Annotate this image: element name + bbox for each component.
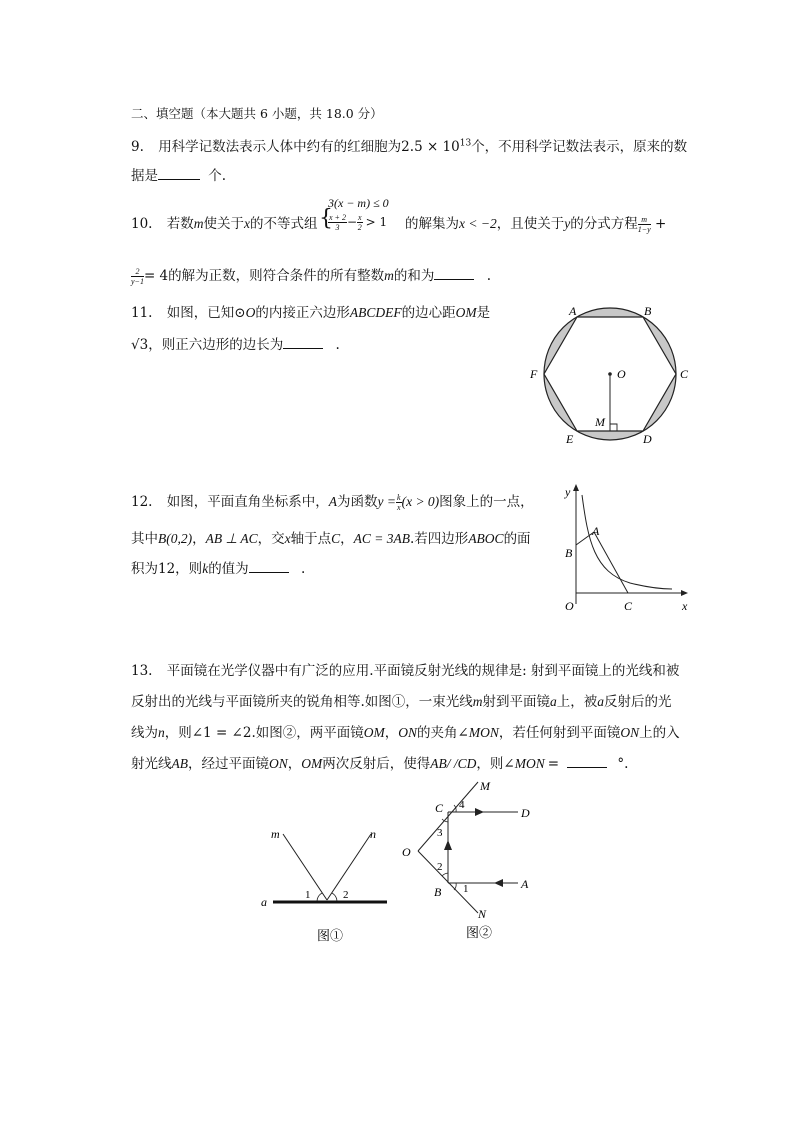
label-o: O (617, 367, 626, 381)
q12-text: 图象上的一点， (439, 494, 534, 510)
var: a (597, 694, 605, 709)
q13-text: 反射出的光线与平面镜所夹的锐角相等.如图①，一束光线 (131, 694, 473, 710)
label-4: 4 (459, 799, 465, 811)
arrow-bc (444, 840, 452, 850)
question-number: 11. (131, 305, 153, 321)
inequality-2 (328, 213, 387, 232)
label-c: C (624, 599, 633, 613)
fraction: $\frac{x}{2}$ (357, 213, 362, 232)
answer-blank[interactable] (567, 753, 607, 768)
point-b: B(0,2) (158, 531, 193, 546)
label-e: E (566, 432, 574, 446)
question-10-line-1 (131, 212, 318, 232)
q13-text: 上，被 (556, 694, 598, 710)
hyperbola-curve (582, 495, 672, 589)
var: y (564, 216, 571, 231)
q11-text: ，则正六边形的边长为 (148, 337, 284, 353)
q10-text: 若数 (166, 216, 194, 232)
sqrt-3: √3 (131, 337, 149, 353)
var: x (284, 531, 291, 546)
q9-exponent: 13 (459, 138, 472, 149)
label-o: O (402, 845, 411, 859)
mirror-figure-1 (255, 822, 395, 947)
question-11-line-1 (131, 301, 490, 321)
angle-1-arc (317, 893, 322, 901)
q13-text: 上的入 (639, 725, 680, 741)
label-m: M (595, 415, 605, 429)
question-10-line-2 (131, 264, 491, 286)
q12-text: ， (192, 531, 206, 547)
func: y = (377, 494, 397, 509)
q13-text: 平面镜在光学仪器中有广泛的应用.平面镜反射光线的规律是: 射到平面镜上的光线和被 (166, 663, 680, 679)
q11-text: 的边心距 (401, 305, 456, 321)
q11-text: 的内接正六边形 (255, 305, 350, 321)
q11-text: 如图，已知⊙ (166, 305, 246, 321)
label-a: A (569, 304, 577, 318)
q12-text: 的面 (503, 531, 531, 547)
answer-blank[interactable] (158, 165, 200, 180)
q12-text: 其中 (131, 531, 158, 547)
section-title: 二、填空题（本大题共 6 小题，共 18.0 分） (131, 106, 383, 121)
question-12-line-2 (131, 527, 531, 547)
label-y: y (565, 485, 571, 499)
q13-text: 反射后的光 (604, 694, 672, 710)
q13-text: ， (287, 756, 302, 772)
q9-text: 个，不用科学记数法表示，原来的数 (471, 139, 688, 155)
angle-mon: MON (514, 756, 545, 771)
var: a (550, 694, 557, 709)
label-n: N (478, 907, 487, 921)
q13-text: ，若任何射到平面镜 (498, 725, 621, 741)
q13-text: ，经过平面镜 (188, 756, 269, 772)
q12-text: ， (340, 531, 354, 547)
quad: ABOC (468, 531, 504, 546)
q12-text: 积为12，则 (131, 561, 203, 577)
label-m: M (480, 779, 490, 793)
q12-text: 轴于点 (290, 531, 332, 547)
question-11-line-2 (131, 333, 340, 353)
q10-text: 的和为 (393, 268, 435, 284)
q10-text: 的分式方程 (570, 216, 638, 232)
var: m (384, 268, 394, 283)
question-9-line-2 (131, 164, 226, 184)
fraction: $\frac{k}{x}$ (397, 493, 401, 512)
system-brace: { (319, 206, 333, 231)
label-x: x (682, 599, 688, 613)
x-axis-arrow (681, 590, 688, 596)
label-b: B (644, 304, 652, 318)
mirror-om: OM (363, 725, 385, 740)
var: m (193, 216, 204, 231)
q9-text: 据是 (131, 168, 158, 184)
question-number: 10. (131, 216, 153, 232)
label-n: n (370, 827, 376, 841)
question-12-line-1 (131, 490, 534, 512)
label-d: D (643, 432, 652, 446)
perp: AB ⊥ AC (205, 531, 258, 546)
question-12-line-3 (131, 557, 305, 577)
caption-figure-2: 图② (466, 925, 493, 940)
period: . (300, 561, 306, 577)
angle-2-arc (442, 873, 448, 876)
q12-text: 为函数 (337, 494, 378, 510)
var: O (245, 305, 256, 320)
q13-text: ，则∠1 = ∠2.如图②，两平面镜 (164, 725, 364, 741)
var: C (331, 531, 341, 546)
mirror-figure-2 (398, 778, 548, 943)
question-number: 12. (131, 494, 153, 510)
parallel: AB/ /CD (430, 756, 477, 771)
q13-text: 线为 (131, 725, 158, 741)
label-2: 2 (437, 861, 443, 873)
label-1: 1 (463, 883, 469, 895)
question-9-line-1 (131, 135, 687, 155)
var: A (328, 494, 338, 509)
var: n (158, 725, 165, 740)
answer-blank[interactable] (249, 558, 289, 573)
q13-text: 射光线 (131, 756, 172, 772)
label-c: C (680, 367, 689, 381)
label-a: A (521, 877, 529, 891)
q10-text: 的不等式组 (250, 216, 318, 232)
period: . (486, 268, 491, 284)
label-3: 3 (437, 827, 443, 839)
period: . (335, 337, 340, 353)
domain: (x > 0) (401, 494, 440, 509)
equals: = (547, 756, 560, 772)
label-a: a (261, 895, 267, 909)
q10-text: 使关于 (203, 216, 245, 232)
label-b: B (565, 546, 573, 560)
fraction: $\frac{m}{1-y}$ (637, 215, 651, 234)
minus-sign: − (346, 215, 358, 229)
mirror-on: ON (398, 725, 418, 740)
q12-text: 的值为 (208, 561, 249, 577)
q10-text: ，且使关于 (496, 216, 565, 232)
q12-text: .若四边形 (410, 531, 469, 547)
q13-text: 两次反射后，使得 (322, 756, 431, 772)
label-f: F (530, 367, 538, 381)
q13-text: 射到平面镜 (482, 694, 551, 710)
question-10-line-1b (405, 212, 666, 234)
question-number: 13. (131, 663, 153, 679)
q12-text: 如图，平面直角坐标系中， (166, 494, 329, 510)
equation: AC = 3AB (353, 531, 411, 546)
degree-end: °. (617, 756, 629, 772)
hexagon-name: ABCDEF (349, 305, 402, 320)
answer-blank[interactable] (434, 265, 474, 280)
mirror-on: ON (269, 756, 288, 771)
ineq-tail: > 1 (365, 215, 388, 229)
q9-text: 个. (208, 168, 227, 184)
q11-text: 是 (476, 305, 491, 321)
var: m (472, 694, 483, 709)
fraction: $\frac{2}{y-1}$ (131, 267, 144, 286)
answer-blank[interactable] (283, 334, 323, 349)
ray-n (327, 834, 371, 900)
coordinate-figure (560, 480, 695, 616)
label-m: m (271, 827, 280, 841)
q10-text: 的解集为 (405, 216, 459, 232)
mirror-on: ON (620, 725, 640, 740)
solution: x < −2 (459, 216, 497, 231)
q12-text: ，交 (257, 531, 285, 547)
question-13-line-4 (131, 752, 628, 772)
q10-text: = 4的解为正数，则符合条件的所有整数 (143, 268, 385, 284)
var: x (244, 216, 251, 231)
label-d: D (521, 806, 530, 820)
label-a: A (592, 524, 600, 538)
arrow-cd (475, 808, 484, 816)
question-number: 9. (131, 139, 144, 155)
label-b: B (434, 885, 442, 899)
hexagon-figure (525, 300, 695, 448)
question-13-line-1 (131, 659, 679, 679)
center-point (608, 372, 612, 376)
q9-text: 用科学记数法表示人体中约有的红细胞为2.5 × 10 (158, 139, 460, 155)
q13-text: ，则∠ (476, 756, 515, 772)
question-13-line-2 (131, 690, 672, 710)
label-1: 1 (305, 889, 311, 901)
ray-ab: AB (171, 756, 188, 771)
label-c: C (435, 801, 444, 815)
arrow-ab (494, 879, 503, 887)
q13-text: ， (384, 725, 399, 741)
caption-figure-1: 图① (317, 928, 344, 943)
question-13-line-3 (131, 721, 680, 741)
fraction: $\frac{x + 2}{3}$ (329, 213, 346, 232)
inequality-1: 3(x − m) ≤ 0 (328, 196, 389, 210)
segment-om: OM (455, 305, 477, 320)
segment-ac (594, 532, 628, 593)
label-2: 2 (343, 889, 349, 901)
var: k (202, 561, 209, 576)
plus-sign: + (654, 216, 667, 232)
angle-mon: MON (468, 725, 499, 740)
q13-text: 的夹角∠ (417, 725, 469, 741)
y-axis-arrow (573, 484, 579, 491)
angle-2-arc (332, 893, 337, 901)
label-o: O (565, 599, 574, 613)
mirror-om: OM (301, 756, 323, 771)
